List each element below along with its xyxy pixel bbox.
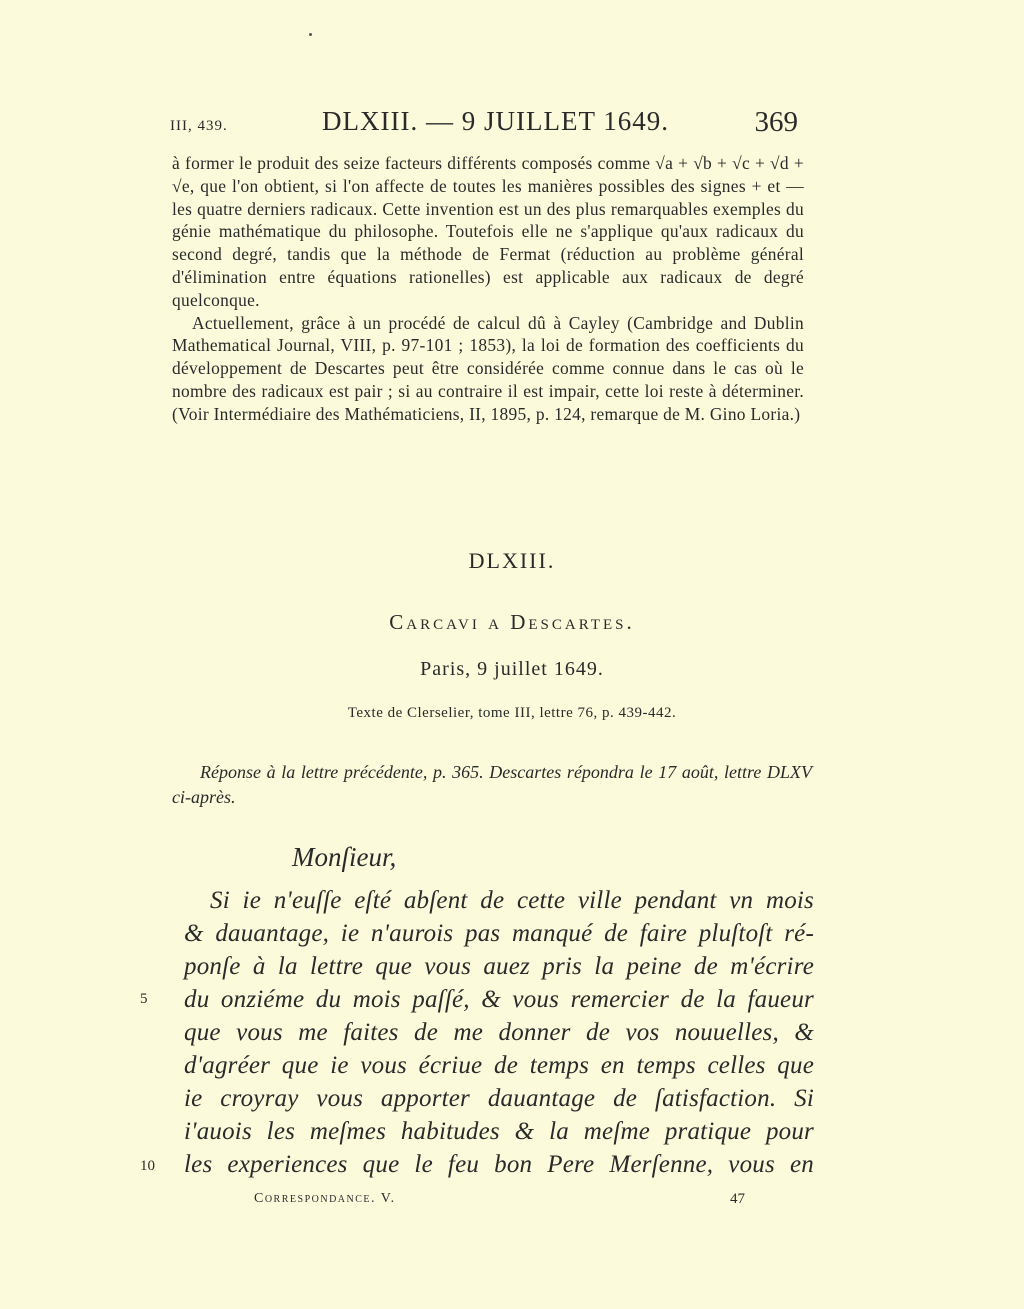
letter-line: i'auois les meſmes habitudes & la meſme pratique pour [184,1118,814,1145]
letter-date: Paris, 9 juillet 1649. [420,658,604,680]
letter-line: du onziéme du mois paſſé, & vous remercier de la faueur [184,986,814,1013]
letter-salutation: Monſieur, [292,842,397,872]
letter-line: ie croyray vous apporter dauantage de ſatisfaction. Si [184,1085,814,1112]
line-marker-5: 5 [140,991,148,1007]
commentary-text [172,152,804,426]
letter-source: Texte de Clerselier, tome III, lettre 76, p. 439-442. [347,705,677,721]
header-title: DLXIII. — 9 JUILLET 1649. [322,106,669,136]
letter-line: d'agréer que ie vous écriue de temps en temps celles que [184,1052,814,1079]
footer-title: Correspondance. V. [254,1191,396,1206]
signature-mark: 47 [730,1191,745,1207]
header-reference: III, 439. [170,118,228,134]
line-marker-10: 10 [140,1158,155,1174]
ink-speck [309,33,312,36]
letter-title: Carcavi a Descartes. [389,610,635,634]
letter-line: les experiences que le feu bon Pere Merſenne, vous en [184,1151,814,1178]
letter-line: Si ie n'euſſe eſté abſent de cette ville pendant vn mois [210,887,814,914]
commentary-paragraph: Actuellement, grâce à un procédé de calcul dû à Cayley (Cambridge and Dublin Mathematical Journal, VIII, p. 97-101 ; 1853), la loi de formation des coefficients du développement de Descartes peut être considérée comme connue dans le cas où le nombre des radicaux est pair ; si au contraire il est impair, cette loi reste à déterminer. (Voir Intermédiaire des Mathématiciens, II, 1895, p. 124, remarque de M. Gino Loria.) [172,312,804,424]
page-number: 369 [754,106,798,138]
running-header [170,104,810,144]
letter-number: DLXIII. [468,548,556,573]
letter-line: & dauantage, ie n'aurois pas manqué de faire pluſtoſt ré- [184,920,814,947]
letter-note: Réponse à la lettre précédente, p. 365. Descartes répondra le 17 août, lettre DLXV ci-après. [172,762,812,807]
letter-body [184,884,814,1181]
letter-line: que vous me faites de me donner de vos nouuelles, & [184,1019,814,1046]
letter-line: ponſe à la lettre que vous auez pris la peine de m'écrire [184,953,814,980]
commentary-paragraph: à former le produit des seize facteurs différents composés comme √a + √b + √c + √d + √e, que l'on obtient, si l'on affecte de toutes les manières possibles des signes + et — les quatre derniers radicaux. Cette invention est un des plus remarquables exemples du génie mathématique du philosophe. Toutefois elle ne s'applique qu'aux radicaux du second degré, tandis que la méthode de Fermat (réduction au problème général d'élimination entre équations rationelles) est applicable aux radicaux de degré quelconque. [172,153,804,310]
